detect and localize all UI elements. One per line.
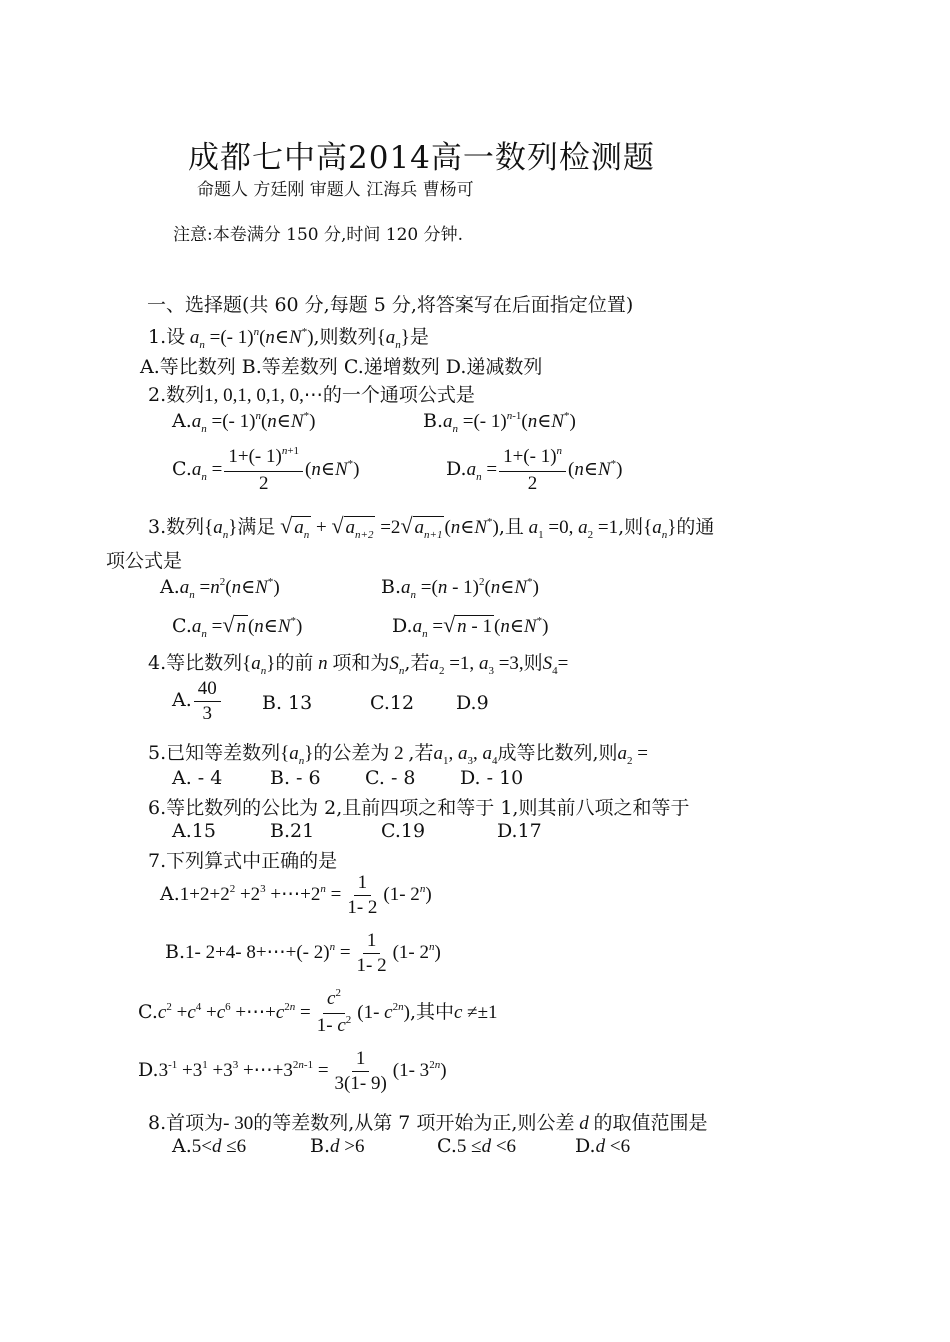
question-2-option-d: $D.a_n$ = $\frac{1+(- 1)^n}{2}$ (n∈N*) [446,445,623,494]
question-6-option-b: B.21 [270,820,315,842]
question-2-option-c: $C.a_n$ = $\frac{1+(- 1)^{n+1}}{2}$ (n∈N*) [172,445,360,494]
exam-note: 注意:本卷满分 150 分,时间 120 分钟. [173,225,464,245]
question-7-option-d: $D.3^{-1} +3^1 +3^3$ $+\cdots+3^{2n-1}$ = $\frac{1}{3(1- 9)}$ (1- $3^{2n}$) [138,1048,447,1094]
question-4-option-d: D.9 [456,692,489,714]
question-6-option-d: D.17 [497,820,542,842]
question-7-option-c: $C.c^2 +c^4 +c^6$ $+\cdots+c^{2n}$ = $\frac{c^2}{1- c^2}$ (1- $c^{2n}$),其中c ≠±1 [138,987,498,1036]
question-3-continued: 项公式是 [106,550,183,572]
question-6: 6.等比数列的公比为 2,且前四项之和等于 1,则其前八项之和等于 [148,797,690,819]
question-2: 2.数列1, 0,1, 0,1, 0,⋯的一个通项公式是 [148,384,475,406]
question-5-option-b: B. - 6 [270,767,321,789]
question-5-option-c: C. - 8 [365,767,416,789]
question-7: 7.下列算式中正确的是 [148,850,338,872]
question-6-option-c: C.19 [381,820,426,842]
question-5: 5.已知等差数列$\{a_n\}$的公差为 2 ,若$a_1$, $a_3$, $a_4$成等比数列,则$a_2$ = [148,742,648,767]
question-2-option-a: $A.a_n$ =(- 1)$^n$(n∈N*) [172,410,316,435]
question-8-option-a: A.5<d ≤6 [172,1135,247,1157]
question-3-option-d: $D.a_n$ =√ n - 1 (n∈N*) [392,612,549,640]
section-heading: 一、选择题(共 60 分,每题 5 分,将答案写在后面指定位置) [147,294,634,316]
question-4: 4.等比数列$\{a_n\}$的前 n 项和为$S_n$,若$a_2 =1$, $a_3 =3$,则$S_4=$ [148,652,569,677]
question-7-option-a: $A.1+2+2^2 +2^3$ $+\cdots+2^n$ = $\frac{1}{1- 2}$ (1- 2$^n$) [160,872,432,918]
question-4-option-c: C.12 [370,692,415,714]
question-2-option-b: $B.a_n$ =(- 1)$^{n-1}$(n∈N*) [423,410,576,435]
question-5-option-a: A. - 4 [172,767,223,789]
authors-line: 命题人 方廷刚 审题人 江海兵 曹杨可 [197,180,474,200]
question-8-option-c: C.5 ≤d <6 [437,1135,517,1157]
question-8-option-b: B.d >6 [310,1135,365,1157]
page-title: 成都七中高2014高一数列检测题 [188,140,655,176]
question-7-option-b: B.1- 2+4- 8+⋯+(- 2)$^n$ = $\frac{1}{1- 2}$ (1- 2$^n$) [165,930,441,976]
question-3-option-b: $B.a_n =(n$ - 1)$^2$(n∈N*) [381,576,539,601]
question-1-options: A.等比数列 B.等差数列 C.递增数列 D.递减数列 [140,356,543,378]
question-3-option-c: $C.a_n$ =√ n (n∈N*) [172,612,303,640]
question-3-option-a: $A.a_n$ $=n^2(n\in N^*)$ [160,576,280,601]
question-1: 1.设 $a_n$ =(- 1)$^n$(n∈N*),则数列$\{a_n\}$是 [148,326,429,351]
question-8-option-d: D.d <6 [575,1135,631,1157]
question-4-option-b: B. 13 [262,692,313,714]
question-3: 3.数列$\{a_n\}$满足 √ $a_n$ + √ $a_{n+2} =2√$ $a_{n+1}$ (n∈N*),且 $a_1 =0$, $a_2 =1$,则$\{a_n\}$的通 [148,513,715,541]
question-5-option-d: D. - 10 [460,767,524,789]
question-6-option-a: A.15 [172,820,216,842]
question-8: 8.首项为- 30的等差数列,从第 7 项开始为正,则公差 d 的取值范围是 [148,1112,708,1134]
question-4-option-a: A. $\frac{40}{3}$ [172,678,223,725]
